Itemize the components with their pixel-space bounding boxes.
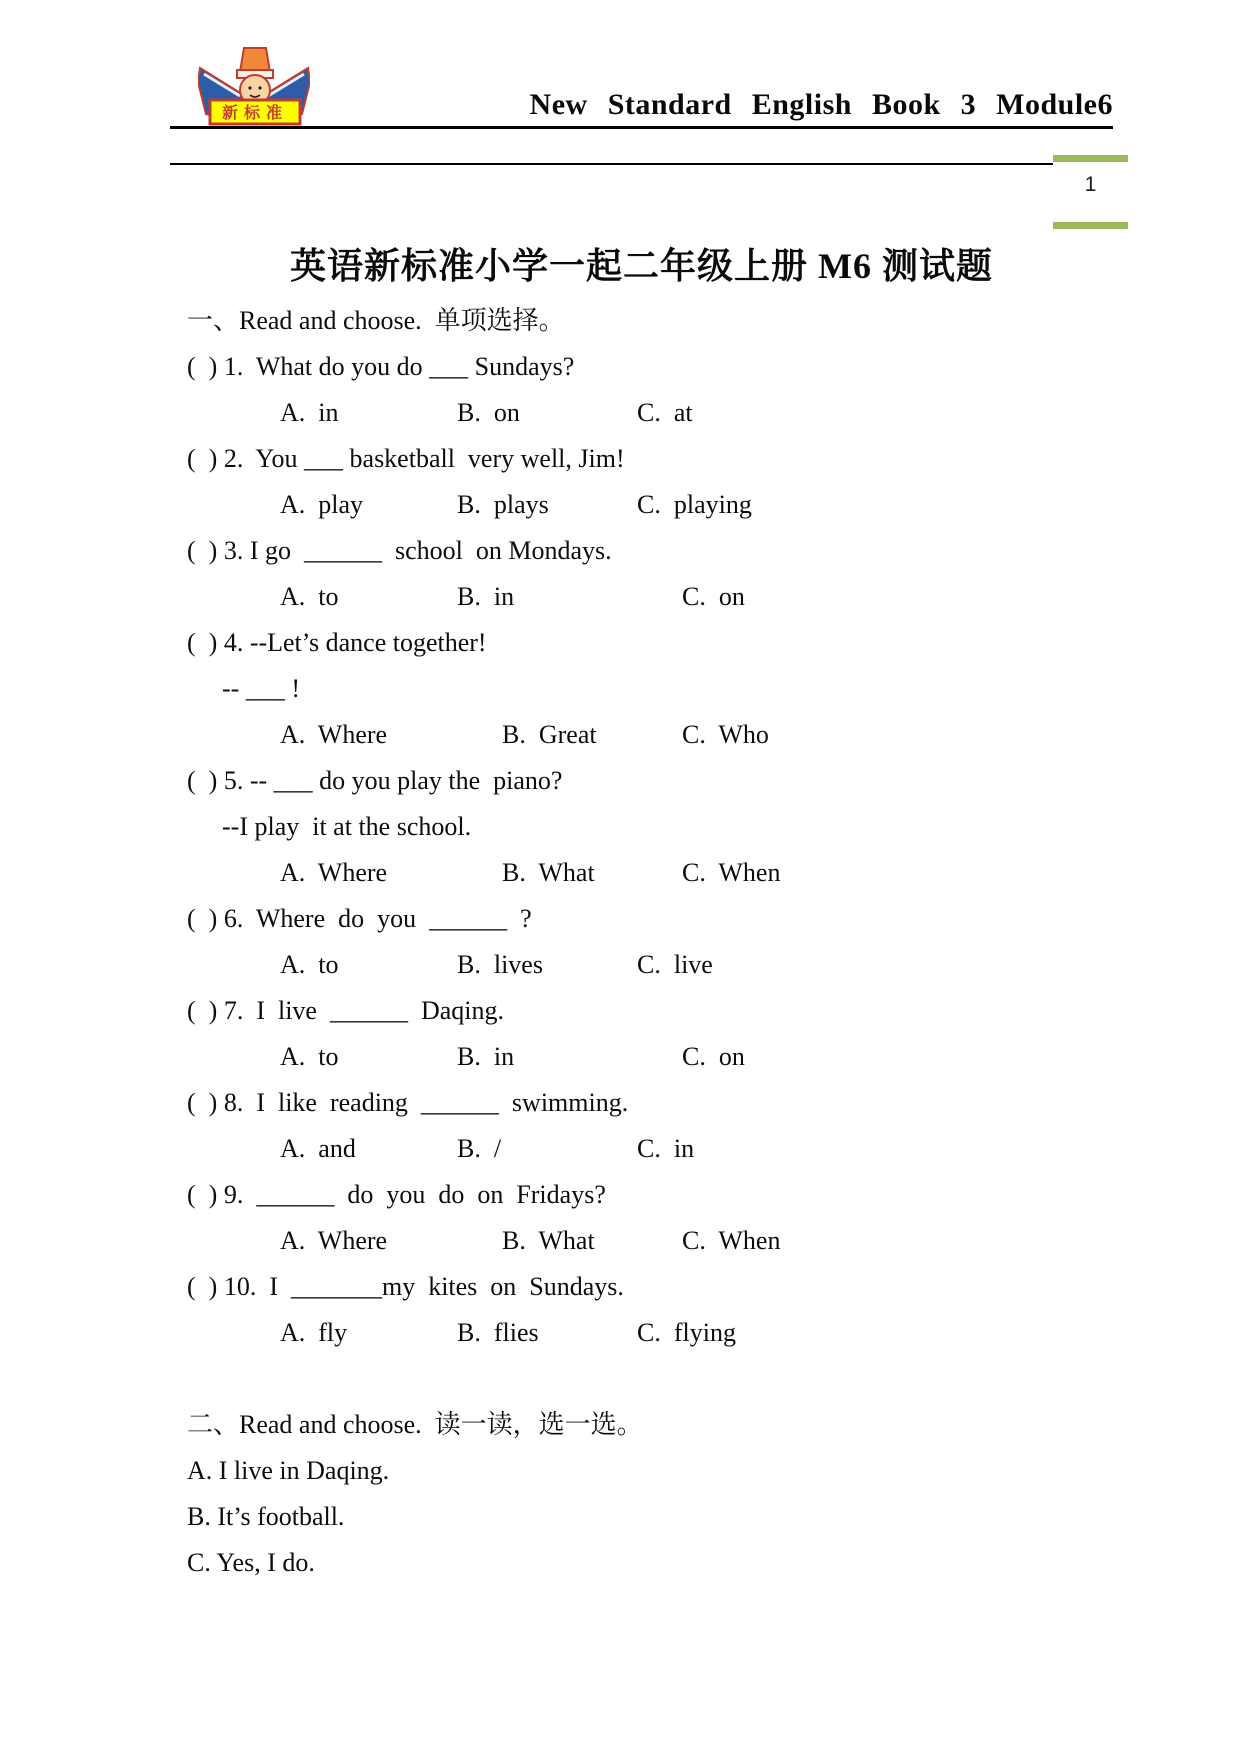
page-number-widget xyxy=(1053,155,1128,230)
question-8-option-a: A. and xyxy=(280,1134,356,1163)
question-10-stem: ( ) 10. I _______my kites on Sundays. xyxy=(187,1272,624,1301)
question-3-stem: ( ) 3. I go ______ school on Mondays. xyxy=(187,536,612,565)
question-5-stem: ( ) 5. -- ___ do you play the piano? xyxy=(187,766,563,795)
answer-item-a: A. I live in Daqing. xyxy=(187,1456,390,1485)
question-7-option-c: C. on xyxy=(682,1042,745,1071)
question-10-option-a: A. fly xyxy=(280,1318,348,1347)
question-4-option-a: A. Where xyxy=(280,720,388,749)
section-1-heading: 一、Read and choose. 单项选择。 xyxy=(187,306,565,335)
question-7-option-a: A. to xyxy=(280,1042,339,1071)
question-2-option-a: A. play xyxy=(280,490,364,519)
question-1-stem: ( ) 1. What do you do ___ Sundays? xyxy=(187,352,575,381)
section-2-heading: 二、Read and choose. 读一读，选一选。 xyxy=(187,1410,643,1439)
question-8-stem: ( ) 8. I like reading ______ swimming. xyxy=(187,1088,629,1117)
question-5-option-b: B. What xyxy=(502,858,595,887)
question-1-option-c: C. at xyxy=(637,398,693,427)
question-6-stem: ( ) 6. Where do you ______ ? xyxy=(187,904,532,933)
question-9-option-a: A. Where xyxy=(280,1226,388,1255)
logo-mascot-icon xyxy=(198,44,310,128)
brand-logo xyxy=(198,44,310,128)
svg-text:新标准: 新标准 xyxy=(221,105,289,122)
question-3-option-a: A. to xyxy=(280,582,339,611)
question-9-option-c: C. When xyxy=(682,1226,781,1255)
question-9-stem: ( ) 9. ______ do you do on Fridays? xyxy=(187,1180,606,1209)
question-8-option-b: B. / xyxy=(457,1134,502,1163)
question-2-option-c: C. playing xyxy=(637,490,752,519)
question-5-subline: --I play it at the school. xyxy=(222,812,472,841)
question-10-option-c: C. flying xyxy=(637,1318,736,1347)
question-4-stem: ( ) 4. --Let’s dance together! xyxy=(187,628,487,657)
question-9-option-b: B. What xyxy=(502,1226,595,1255)
question-6-option-a: A. to xyxy=(280,950,339,979)
question-3-option-c: C. on xyxy=(682,582,745,611)
green-bar-top xyxy=(1053,155,1128,162)
question-4-subline: -- ___ ! xyxy=(222,674,300,703)
header-rule-thick xyxy=(170,126,1113,129)
green-bar-bottom xyxy=(1053,222,1128,229)
question-7-stem: ( ) 7. I live ______ Daqing. xyxy=(187,996,505,1025)
answer-item-c: C. Yes, I do. xyxy=(187,1548,315,1577)
question-5-option-c: C. When xyxy=(682,858,781,887)
question-5-option-a: A. Where xyxy=(280,858,388,887)
question-1-option-b: B. on xyxy=(457,398,520,427)
question-2-stem: ( ) 2. You ___ basketball very well, Jim! xyxy=(187,444,625,473)
question-8-option-c: C. in xyxy=(637,1134,695,1163)
document-title: 英语新标准小学一起二年级上册 M6 测试题 xyxy=(290,246,993,286)
question-3-option-b: B. in xyxy=(457,582,515,611)
answer-item-b: B. It’s football. xyxy=(187,1502,345,1531)
page-number: 1 xyxy=(1084,173,1097,196)
question-4-option-b: B. Great xyxy=(502,720,597,749)
header-title: New Standard English Book 3 Module6 xyxy=(529,88,1113,121)
question-2-option-b: B. plays xyxy=(457,490,549,519)
question-7-option-b: B. in xyxy=(457,1042,515,1071)
question-10-option-b: B. flies xyxy=(457,1318,539,1347)
header-rule-thin xyxy=(170,163,1053,165)
question-1-option-a: A. in xyxy=(280,398,339,427)
test-body xyxy=(187,305,1147,1705)
question-6-option-b: B. lives xyxy=(457,950,543,979)
question-4-option-c: C. Who xyxy=(682,720,769,749)
question-6-option-c: C. live xyxy=(637,950,713,979)
